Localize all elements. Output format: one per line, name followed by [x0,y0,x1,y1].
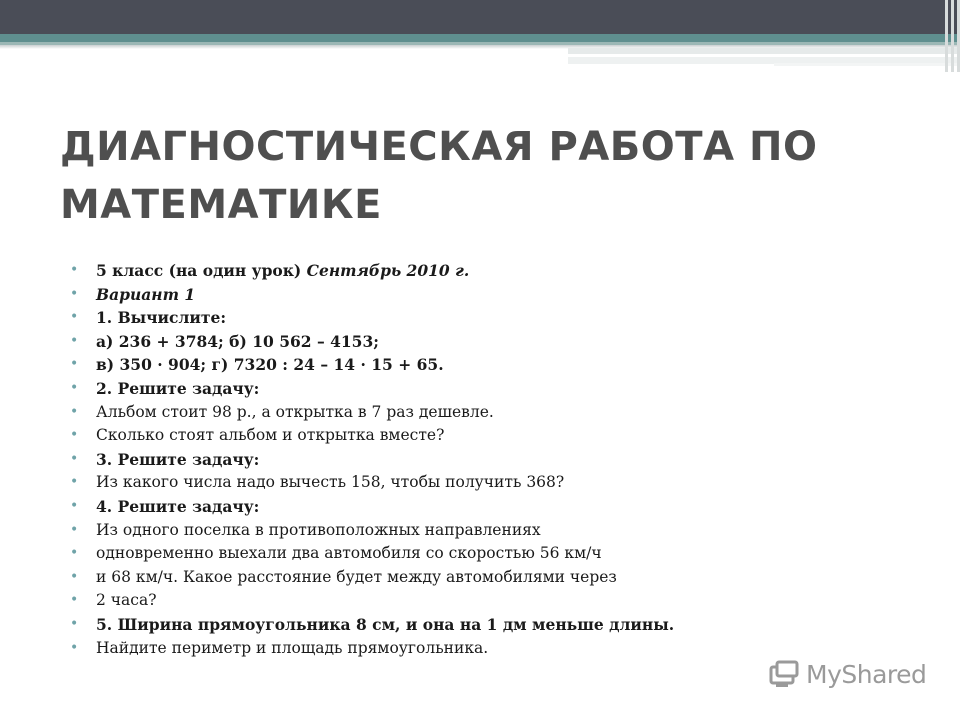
list-item [70,259,930,283]
list-item-text: одновременно выехали два автомобиля со скоростью 56 км/ч [96,544,602,563]
watermark-text: MyShared [806,659,927,689]
bullet-icon: • [70,403,79,420]
header-bar-dark [0,0,960,34]
stripe [945,0,948,72]
title-line-1: ДИАГНОСТИЧЕСКАЯ РАБОТА ПО [60,124,818,170]
bullet-icon: • [70,592,79,609]
bullet-icon: • [70,568,79,585]
list-item [70,495,930,519]
list-item [70,377,930,401]
list-item-text: 3. Решите задачу: [96,449,260,469]
list-item-text: 2 часа? [96,591,157,610]
list-item-text: Альбом стоит 98 р., а открытка в 7 раз дешевле. [96,402,494,421]
list-item [70,448,930,472]
list-item [70,589,930,613]
decorative-line [568,48,960,54]
list-item-text: 5. Ширина прямоугольника 8 см, и она на 1 дм меньше длины. [96,614,675,634]
list-item-text: 2. Решите задачу: [96,378,260,398]
bullet-icon: • [70,332,79,349]
list-item [70,542,930,566]
list-item-text: а) 236 + 3784; б) 10 562 – 4153; [96,331,379,351]
bullet-icon: • [70,497,79,514]
list-item-text: в) 350 · 904; г) 7320 : 24 – 14 · 15 + 65. [96,355,444,375]
decorative-stripes [930,0,960,72]
list-item [70,353,930,377]
bullet-icon: • [70,262,79,278]
bullet-icon: • [70,450,79,467]
list-item-text: Сколько стоят альбом и открытка вместе? [96,426,445,445]
list-item [70,330,930,354]
bullet-icon: • [70,545,79,562]
bullet-icon: • [70,427,79,444]
list-item-text: и 68 км/ч. Какое расстояние будет между автомобилями через [96,567,617,586]
bullet-icon: • [70,474,79,491]
list-item [70,424,930,448]
list-item [70,566,930,590]
stripe [951,0,954,72]
list-item-text: Из какого числа надо вычесть 158, чтобы получить 368? [96,473,565,492]
list-item [70,613,930,637]
list-item-text: 1. Вычислите: [96,308,227,328]
list-item-text: Сентябрь 2010 г. [306,261,470,280]
list-item-text: Из одного поселка в противоположных направлениях [96,520,541,539]
bullet-icon: • [70,639,79,656]
list-item-text: Найдите периметр и площадь прямоугольника. [96,638,489,657]
list-item [70,471,930,495]
bullet-icon: • [70,615,79,632]
title-line-2: МАТЕМАТИКЕ [60,182,382,228]
list-item-text: 4. Решите задачу: [96,496,260,516]
list-item [70,283,930,307]
bullet-list [70,259,930,660]
bullet-icon: • [70,356,79,373]
list-item [70,306,930,330]
slide-title [60,118,920,234]
header-bar-teal [0,34,960,42]
list-item-text: 5 класс (на один урок) [96,261,307,280]
myshared-logo-icon [768,659,800,689]
bullet-icon: • [70,521,79,538]
bullet-icon: • [70,309,79,326]
list-item-text: Вариант 1 [96,284,196,304]
watermark [768,657,926,691]
bullet-icon: • [70,285,79,302]
list-item [70,401,930,425]
list-item [70,519,930,543]
bullet-icon: • [70,379,79,396]
